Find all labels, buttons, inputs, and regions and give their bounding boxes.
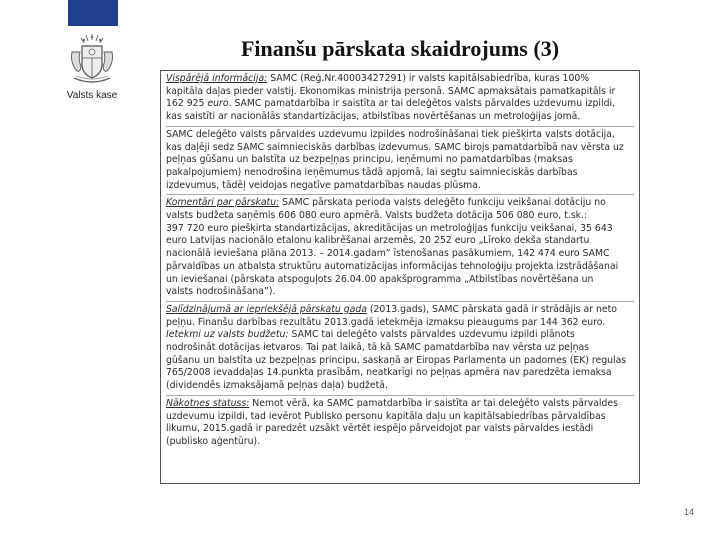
text-line: (dividendēs izmaksājamā peļņas daļa) budžetā. — [166, 380, 388, 392]
coat-of-arms-icon — [66, 32, 118, 88]
text-fragment: (2013.gads), SAMC pārskata gadā ir strādājis ar neto — [366, 303, 617, 315]
paragraph-report-comments — [166, 197, 634, 302]
text-line: uzdevumu izpildi, tad ievērot Publisko personu kapitāla daļu un kapitālsabiedrības pārvaldības — [166, 410, 606, 422]
text-line: kapitāla daļas pieder valstij. Ekonomikas ministrija personā. SAMC apmaksātais pamatkapitāls ir — [166, 85, 616, 97]
paragraph-comparison — [166, 304, 634, 396]
text-line: kas daļēji sedz SAMC saimnieciskās darbības izdevumus. SAMC birojs pamatdarbībā nav vērsta uz — [166, 141, 624, 153]
header-accent-bar — [68, 0, 118, 26]
text-line: (publisko aģentūru). — [166, 435, 261, 447]
paragraph-future-status — [166, 398, 634, 451]
paragraph-general-info — [166, 73, 634, 127]
text-line: un ieviešanai (pārskata atspoguļots 26.04.00 apakšprogramma „Atbilstības novērtēšana un — [166, 273, 594, 285]
label-future-status: Nākotnes statuss: — [166, 397, 250, 409]
label-general-info: Vispārējā informācija: — [166, 73, 268, 84]
text-line: 765/2008 ievaddaļas 14.punkta prasībām, neatkarīgi no peļņas apmēra nav paredzēta iemaksa — [166, 367, 612, 379]
text-line: peļņu. Finanšu darbības rezultātu 2013.gadā ietekmēja izmaksu pieaugums par 144 362 euro. — [166, 316, 606, 328]
explanation-text-box — [160, 70, 640, 484]
text-line: euro Latvijas nacionālo etalonu kalibrēšanai arzemēs, 20 252 euro „Līroko dekša standartu — [166, 235, 590, 247]
logo-caption: Valsts kase — [66, 90, 118, 101]
text-fragment: SAMC pārskata perioda valsts deleģēto funkciju veikšanai dotāciju no — [279, 197, 606, 209]
text-line: likumu, 2015.gadā ir paredzēt uzsākt vērtēt iespējo pārveidojot par valsts pārvaldes iestādi — [166, 423, 594, 435]
label-report-comments: Komentāri par pārskatu: — [166, 197, 280, 209]
text-line: peļņas gūšanu un balstīta uz bezpeļņas principu, ieņēmumi no pamatdarbības (maksas — [166, 154, 573, 166]
text-line: izdevumus, tādēļ veidojas negatīve pamatdarbības naudas plūsma. — [166, 179, 481, 191]
text-fragment: SAMC tai deleģēto valsts pārvaldes uzdevumu izpildi plānots — [288, 329, 575, 341]
text-line: gūšanu un balstīta uz bezpeļņas principu, saskaņā ar Eiropas Parlamenta un padomes (EK) regulas — [166, 354, 627, 366]
text-line: pakalpojumiem) nenodrošina ieņēmumus tādā apjomā, lai segtu saimnieciskās darbības — [166, 166, 578, 178]
text-line: SAMC deleģēto valsts pārvaldes uzdevumu izpildes nodrošināšanai tiek piešķirta valsts dotācija, — [166, 128, 615, 140]
page-number: 14 — [684, 507, 695, 517]
text-line: 397 720 euro piešķirta standartizācijas, akreditācijas un metroloģijas funkciju veikšanai, 35 643 — [166, 222, 613, 234]
text-fragment: Nemot vērā, ka SAMC pamatdarbība ir saistīta ar tai deleģēto valsts pārvaldes — [249, 397, 618, 409]
text-fragment: . SAMC pamatdarbība ir saistīta ar tai deleģētos valsts pārvaldes uzdevumu izpildi, — [228, 98, 616, 110]
text-line: valsts nodrošināšana”). — [166, 286, 276, 298]
text-line: kas saistīti ar nacionālās standartizācijas, atbilstības novērtēšanas un metroloģijas jomā. — [166, 111, 581, 123]
text-line: pārvaldības un atbalsta struktūru automatizācijas informācijas tehnoloģiju projekta izstrādāšanai — [166, 260, 619, 272]
text-line: nodrošināt dotācijas ietvaros. Tai pat laikā, tā kā SAMC pamatdarbība nav vērsta uz peļņas — [166, 342, 590, 354]
label-comparison: Salīdzinājumā ar iepriekšējā pārskatu gada — [166, 303, 367, 315]
label-budget-impact: Ietekmi uz valsts budžetu: — [166, 329, 289, 341]
text-line: nacionālā ieviešana plāna 2013. – 2014.gadam” īstenošanas pasākumiem, 142 474 euro SAMC — [166, 248, 610, 260]
paragraph-subsidy — [166, 129, 634, 196]
slide-title: Finanšu pārskata skaidrojums (3) — [240, 36, 560, 61]
text-line: SAMC (Reģ.Nr.40003427291) ir valsts kapitālsabiedrība, kuras 100% — [267, 73, 590, 84]
text-line: valsts budžeta saņēmis 606 080 euro apmērā. Valsts budžeta dotācija 506 080 euro, t.sk.: — [166, 210, 588, 222]
text-fragment: euro — [207, 98, 229, 110]
text-fragment: 162 925 — [166, 98, 208, 110]
